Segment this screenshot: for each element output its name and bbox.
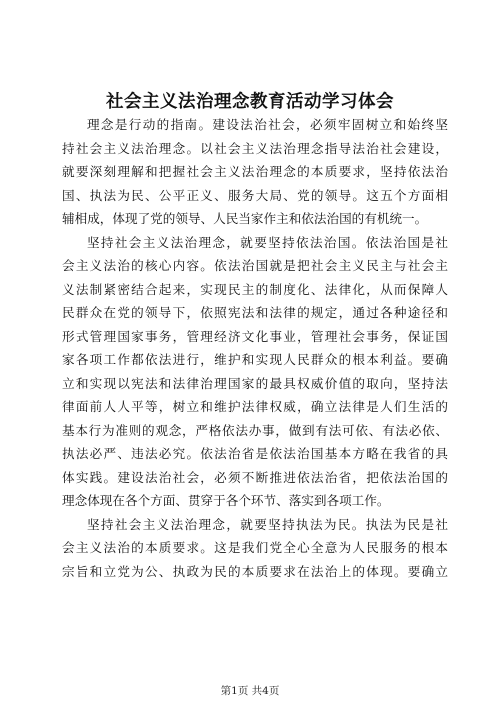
text-line: 家各项工作都依法进行，维护和实现人民群众的根本利益。要确 bbox=[62, 352, 448, 367]
text-line: 坚持社会主义法治理念，就要坚持依法治国。依法治国是社 bbox=[87, 234, 448, 250]
text-line: 就要深刻理解和把握社会主义法治理念的本质要求，坚持依法治 bbox=[62, 164, 448, 179]
document-body bbox=[62, 113, 448, 583]
text-line: 理念体现在各个方面、贯穿于各个环节、落实到各项工作。 bbox=[62, 493, 390, 508]
paragraph bbox=[62, 231, 448, 513]
text-line: 执法必严、违法必究。依法治省是依法治国基本方略在我省的具 bbox=[62, 446, 448, 461]
text-line: 国、执法为民、公平正义、服务大局、党的领导。这五个方面相 bbox=[62, 187, 448, 203]
page-number-footer: 第1页 共4页 bbox=[220, 685, 280, 697]
text-line: 民群众在党的领导下，依照宪法和法律的规定，通过各种途径和 bbox=[62, 305, 448, 320]
paragraph bbox=[62, 513, 448, 584]
text-line: 立和实现以宪法和法律治理国家的最具权威价值的取向，坚持法 bbox=[62, 375, 448, 391]
text-line: 理念是行动的指南。建设法治社会，必须牢固树立和始终坚 bbox=[87, 117, 448, 132]
text-line: 会主义法治的核心内容。依法治国就是把社会主义民主与社会主 bbox=[62, 258, 448, 273]
paragraph bbox=[62, 113, 448, 231]
text-line: 基本行为准则的观念，严格依法办事，做到有法可依、有法必依、 bbox=[62, 422, 448, 438]
text-line: 宗旨和立党为公、执政为民的本质要求在法治上的体现。要确立 bbox=[62, 563, 448, 579]
text-line: 持社会主义法治理念。以社会主义法治理念指导法治社会建设， bbox=[62, 140, 448, 156]
text-line: 会主义法治的本质要求。这是我们党全心全意为人民服务的根本 bbox=[62, 540, 448, 555]
text-line: 形式管理国家事务，管理经济文化事业，管理社会事务，保证国 bbox=[62, 328, 448, 344]
text-line: 体实践。建设法治社会，必须不断推进依法治省，把依法治国的 bbox=[62, 469, 448, 485]
text-line: 辅相成，体现了党的领导、人民当家作主和依法治国的有机统一。 bbox=[62, 211, 428, 226]
page-title: 社会主义法治理念教育活动学习体会 bbox=[106, 92, 394, 112]
text-line: 坚持社会主义法治理念，就要坚持执法为民。执法为民是社 bbox=[87, 516, 448, 532]
text-line: 律面前人人平等，树立和维护法律权威，确立法律是人们生活的 bbox=[62, 399, 448, 414]
text-line: 义法制紧密结合起来，实现民主的制度化、法律化，从而保障人 bbox=[62, 281, 448, 297]
